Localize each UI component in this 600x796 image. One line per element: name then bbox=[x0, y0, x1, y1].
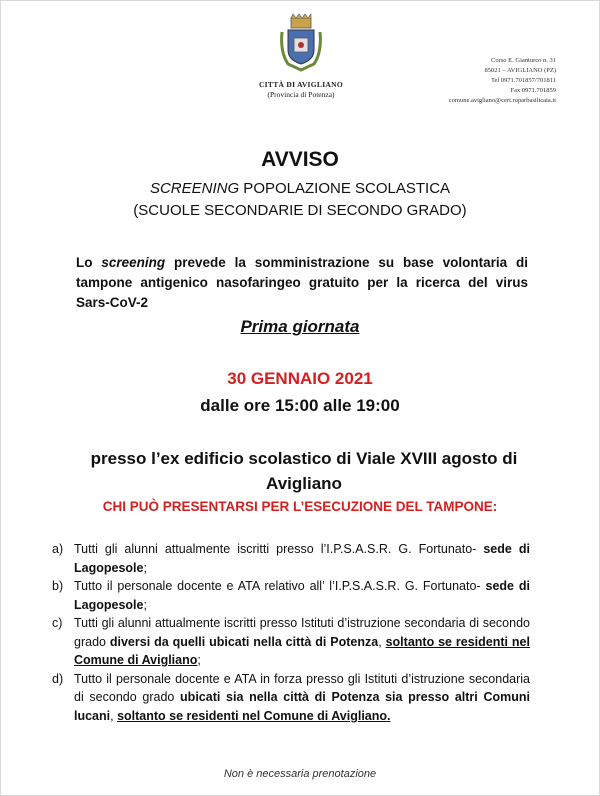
intro-text-a: Lo bbox=[76, 255, 102, 270]
event-hours: dalle ore 15:00 alle 19:00 bbox=[200, 396, 400, 415]
list-item bbox=[52, 670, 530, 726]
item-text-part: Tutto il personale docente e ATA relativo all’ l’I.P.S.A.S.R. G. Fortunato- bbox=[74, 579, 486, 593]
intro-text-b: prevede la somministrazione su base volontaria di tampone antigenico nasofaringeo gratuito per la ricerca del virus Sars-CoV-2 bbox=[76, 255, 528, 310]
item-underlined-part: soltanto se residenti nel Comune di Avigliano bbox=[74, 634, 530, 667]
item-label: c) bbox=[52, 616, 63, 630]
item-text-part: Tutti gli alunni attualmente iscritti presso Istituti d’istruzione secondaria di secondo grado bbox=[74, 616, 530, 649]
contact-city: 85021 – AVIGLIANO (PZ) bbox=[484, 67, 556, 74]
item-text bbox=[74, 540, 530, 577]
list-item bbox=[52, 540, 530, 577]
item-label: d) bbox=[52, 671, 64, 686]
item-bold-part: diversi da quelli ubicati nella città di Potenza bbox=[109, 634, 379, 649]
subtitle-italic: SCREENING bbox=[149, 180, 240, 197]
contact-block bbox=[386, 56, 556, 106]
intro-italic: screening bbox=[101, 255, 166, 270]
contact-email[interactable]: comune.avigliano@cert.ruparbasilicata.it bbox=[448, 97, 556, 104]
item-text-part: ; bbox=[197, 653, 201, 667]
province: (Provincia di Potenza) bbox=[267, 90, 335, 99]
item-text bbox=[74, 577, 530, 614]
notice-subtitle-2: (SCUOLE SECONDARIE DI SECONDO GRADO) bbox=[133, 202, 467, 219]
who-heading: CHI PUÒ PRESENTARSI PER L’ESECUZIONE DEL TAMPONE: bbox=[102, 499, 498, 514]
contact-fax: Fax 0971.701859 bbox=[510, 87, 556, 94]
eligibility-list bbox=[52, 540, 530, 725]
item-bold-part: sede di Lagopesole bbox=[74, 579, 530, 612]
item-text bbox=[74, 670, 530, 726]
contact-phone: Tel 0971.701857/701811 bbox=[490, 77, 556, 84]
item-text-part: ; bbox=[143, 560, 147, 575]
item-text-part: Tutto il personale docente e ATA in forza presso gli Istituti d’istruzione secondaria di secondo grado bbox=[74, 671, 530, 704]
item-underlined-part: soltanto se residenti nel Comune di Avigliano. bbox=[117, 708, 391, 723]
item-text-part: Tutti gli alunni attualmente iscritti presso l’I.P.S.A.S.R. G. Fortunato- bbox=[74, 542, 484, 556]
day-label: Prima giornata bbox=[240, 317, 360, 336]
item-label: a) bbox=[52, 542, 64, 556]
item-bold-part: sede di Lagopesole bbox=[74, 542, 530, 575]
coat-of-arms-icon bbox=[278, 12, 324, 72]
event-date: 30 GENNAIO 2021 bbox=[227, 369, 373, 388]
contact-address: Corso E. Gianturco n. 31 bbox=[491, 57, 556, 64]
city-name: CITTÀ DI AVIGLIANO bbox=[258, 80, 344, 89]
list-item bbox=[52, 577, 530, 614]
item-label: b) bbox=[52, 579, 64, 593]
notice-title: AVVISO bbox=[261, 148, 339, 171]
item-text bbox=[74, 614, 530, 670]
notice-subtitle bbox=[0, 180, 600, 197]
subtitle-rest: POPOLAZIONE SCOLASTICA bbox=[239, 180, 451, 197]
item-text-part: , bbox=[110, 708, 118, 723]
list-item bbox=[52, 614, 530, 670]
item-text-part: , bbox=[378, 634, 386, 649]
item-bold-part: ubicati sia nella città di Potenza sia presso altri Comuni lucani bbox=[74, 690, 530, 723]
item-text-part: ; bbox=[143, 597, 147, 612]
event-place: presso l’ex edificio scolastico di Viale XVIII agosto di Avigliano bbox=[90, 449, 518, 493]
footer-note: Non è necessaria prenotazione bbox=[223, 768, 377, 780]
city-heading bbox=[236, 80, 366, 100]
intro-paragraph bbox=[76, 253, 528, 313]
